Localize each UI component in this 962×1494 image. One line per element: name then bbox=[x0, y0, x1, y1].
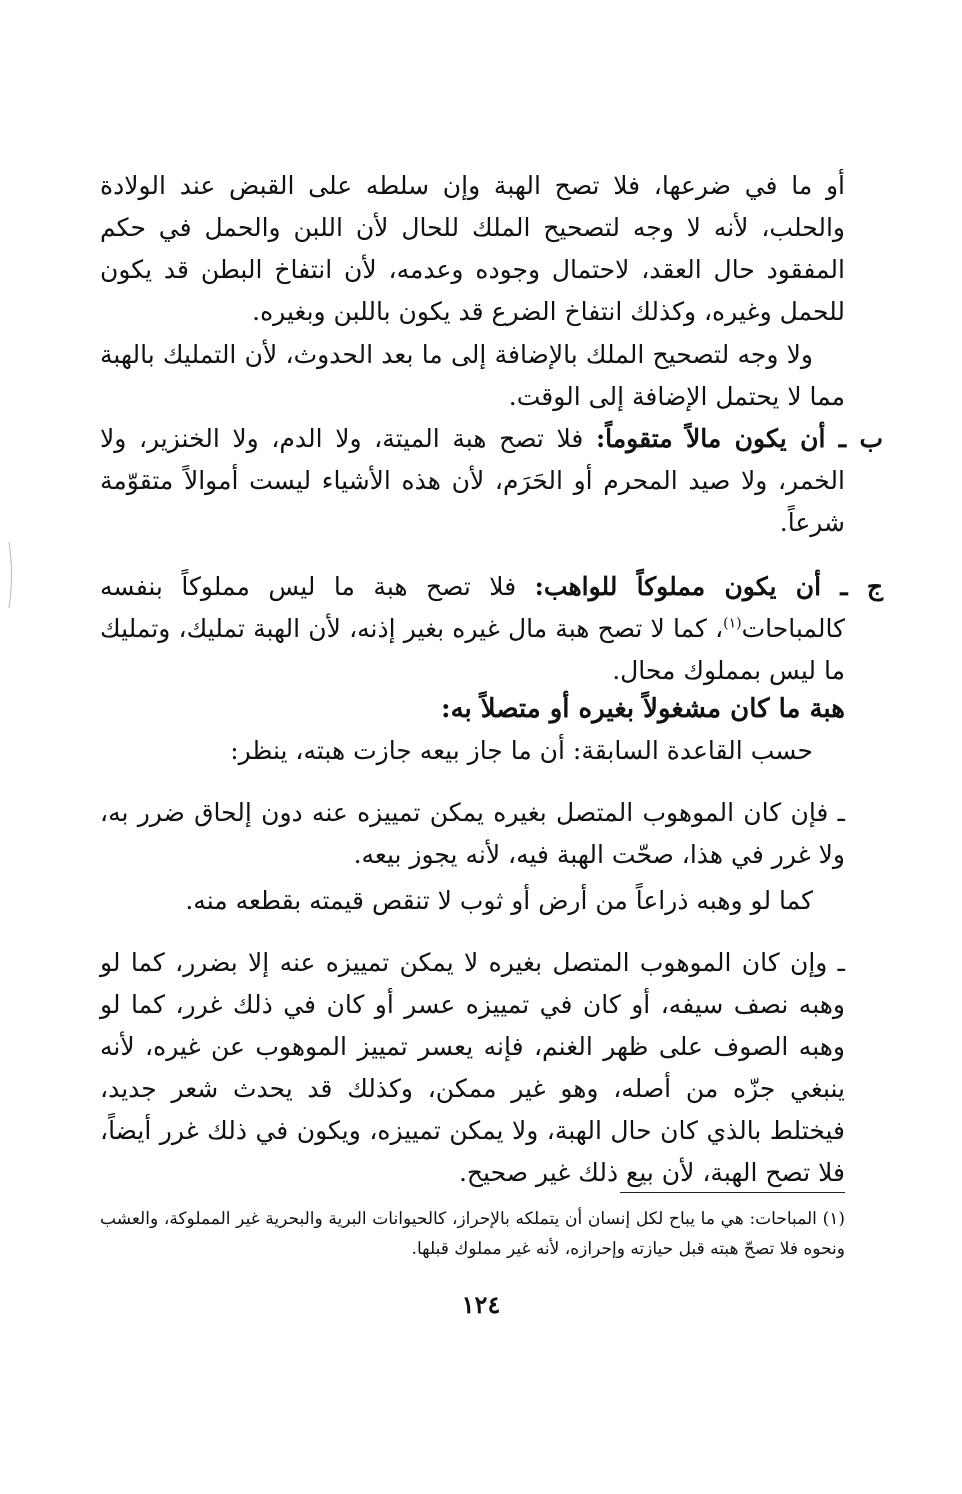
footnote-reference: (١) bbox=[723, 615, 742, 632]
paragraph-udder-milk bbox=[100, 165, 845, 333]
paragraph-text: أو ما في ضرعها، فلا تصح الهبة وإن سلطه على القبض عند الولادة والحلب، لأنه لا وجه لتصحيح الملك للحال لأن اللبن والحمل في حكم المفقود حال العقد، لاحتمال وجوده وعدمه، لأن انتفاخ البطن قد يكون للحمل وغيره، وكذلك انتفاخ الضرع قد يكون باللبن وبغيره. bbox=[100, 171, 845, 326]
condition-c-text: فلا تصح هبة ما ليس مملوكاً بنفسه كالمباحات bbox=[100, 572, 845, 643]
paragraph-text: حسب القاعدة السابقة: أن ما جاز بيعه جازت هبته، ينظر: bbox=[230, 736, 813, 765]
condition-b bbox=[100, 418, 883, 544]
scan-margin-mark bbox=[6, 540, 16, 610]
paragraph-text: كما لو وهبه ذراعاً من أرض أو ثوب لا تنقص قيمته بقطعه منه. bbox=[185, 886, 813, 915]
paragraph-text: ـ فإن كان الموهوب المتصل بغيره يمكن تمييزه عنه دون إلحاق ضرر به، ولا غرر في هذا، صحّت الهبة فيه، لأنه يجوز بيعه. bbox=[100, 798, 845, 869]
footnote bbox=[100, 1204, 845, 1264]
paragraph-text: ـ وإن كان الموهوب المتصل بغيره لا يمكن تمييزه عنه إلا بضرر، كما لو وهبه نصف سيفه، أو كان في تمييزه عسر أو كان في ذلك غرر، كما لو وهبه الصوف على ظهر الغنم، فإنه يعسر تمييز الموهوب عن غيره، لأنه ينبغي جزّه من أصله، وهو غير ممكن، وكذلك قد يحدث شعر جديد، فيختلط بالذي كان حال الهبة، ولا يمكن تمييزه، ويكون في ذلك غرر أيضاً، فلا تصح الهبة، لأن بيع ذلك غير صحيح. bbox=[100, 948, 845, 1187]
paragraph-text: ولا وجه لتصحيح الملك بالإضافة إلى ما بعد الحدوث، لأن التمليك بالهبة مما لا يحتمل الإضافة إلى الوقت. bbox=[100, 340, 845, 411]
condition-b-label: ب ـ أن يكون مالاً متقوماً: bbox=[595, 424, 883, 453]
condition-c bbox=[100, 566, 883, 692]
paragraph-inseparable bbox=[100, 942, 845, 1194]
condition-b-text: فلا تصح هبة الميتة، ولا الدم، ولا الخنزير، ولا الخمر، ولا صيد المحرم أو الحَرَم، لأن هذه الأشياء ليست أموالاً متقوّمة شرعاً. bbox=[100, 424, 845, 537]
condition-c-label: ج ـ أن يكون مملوكاً للواهب: bbox=[534, 572, 883, 601]
footnote-divider bbox=[620, 1192, 845, 1193]
paragraph-example-cloth bbox=[100, 880, 845, 922]
page-number: ١٢٤ bbox=[461, 1290, 501, 1319]
paragraph-addition-time bbox=[100, 334, 845, 418]
paragraph-rule bbox=[100, 730, 845, 772]
paragraph-separable bbox=[100, 792, 845, 876]
section-heading: هبة ما كان مشغولاً بغيره أو متصلاً به: bbox=[440, 694, 845, 724]
condition-c-text-continued: ، كما لا تصح هبة مال غيره بغير إذنه، لأن الهبة تمليك، وتمليك ما ليس بمملوك محال. bbox=[100, 614, 845, 685]
footnote-text: (١) المباحات: هي ما يباح لكل إنسان أن يتملكه بالإحراز، كالحيوانات البرية والبحرية غير المملوكة، والعشب ونحوه فلا تصحّ هبته قبل حيازته وإحرازه، لأنه غير مملوك قبلها. bbox=[100, 1209, 845, 1259]
